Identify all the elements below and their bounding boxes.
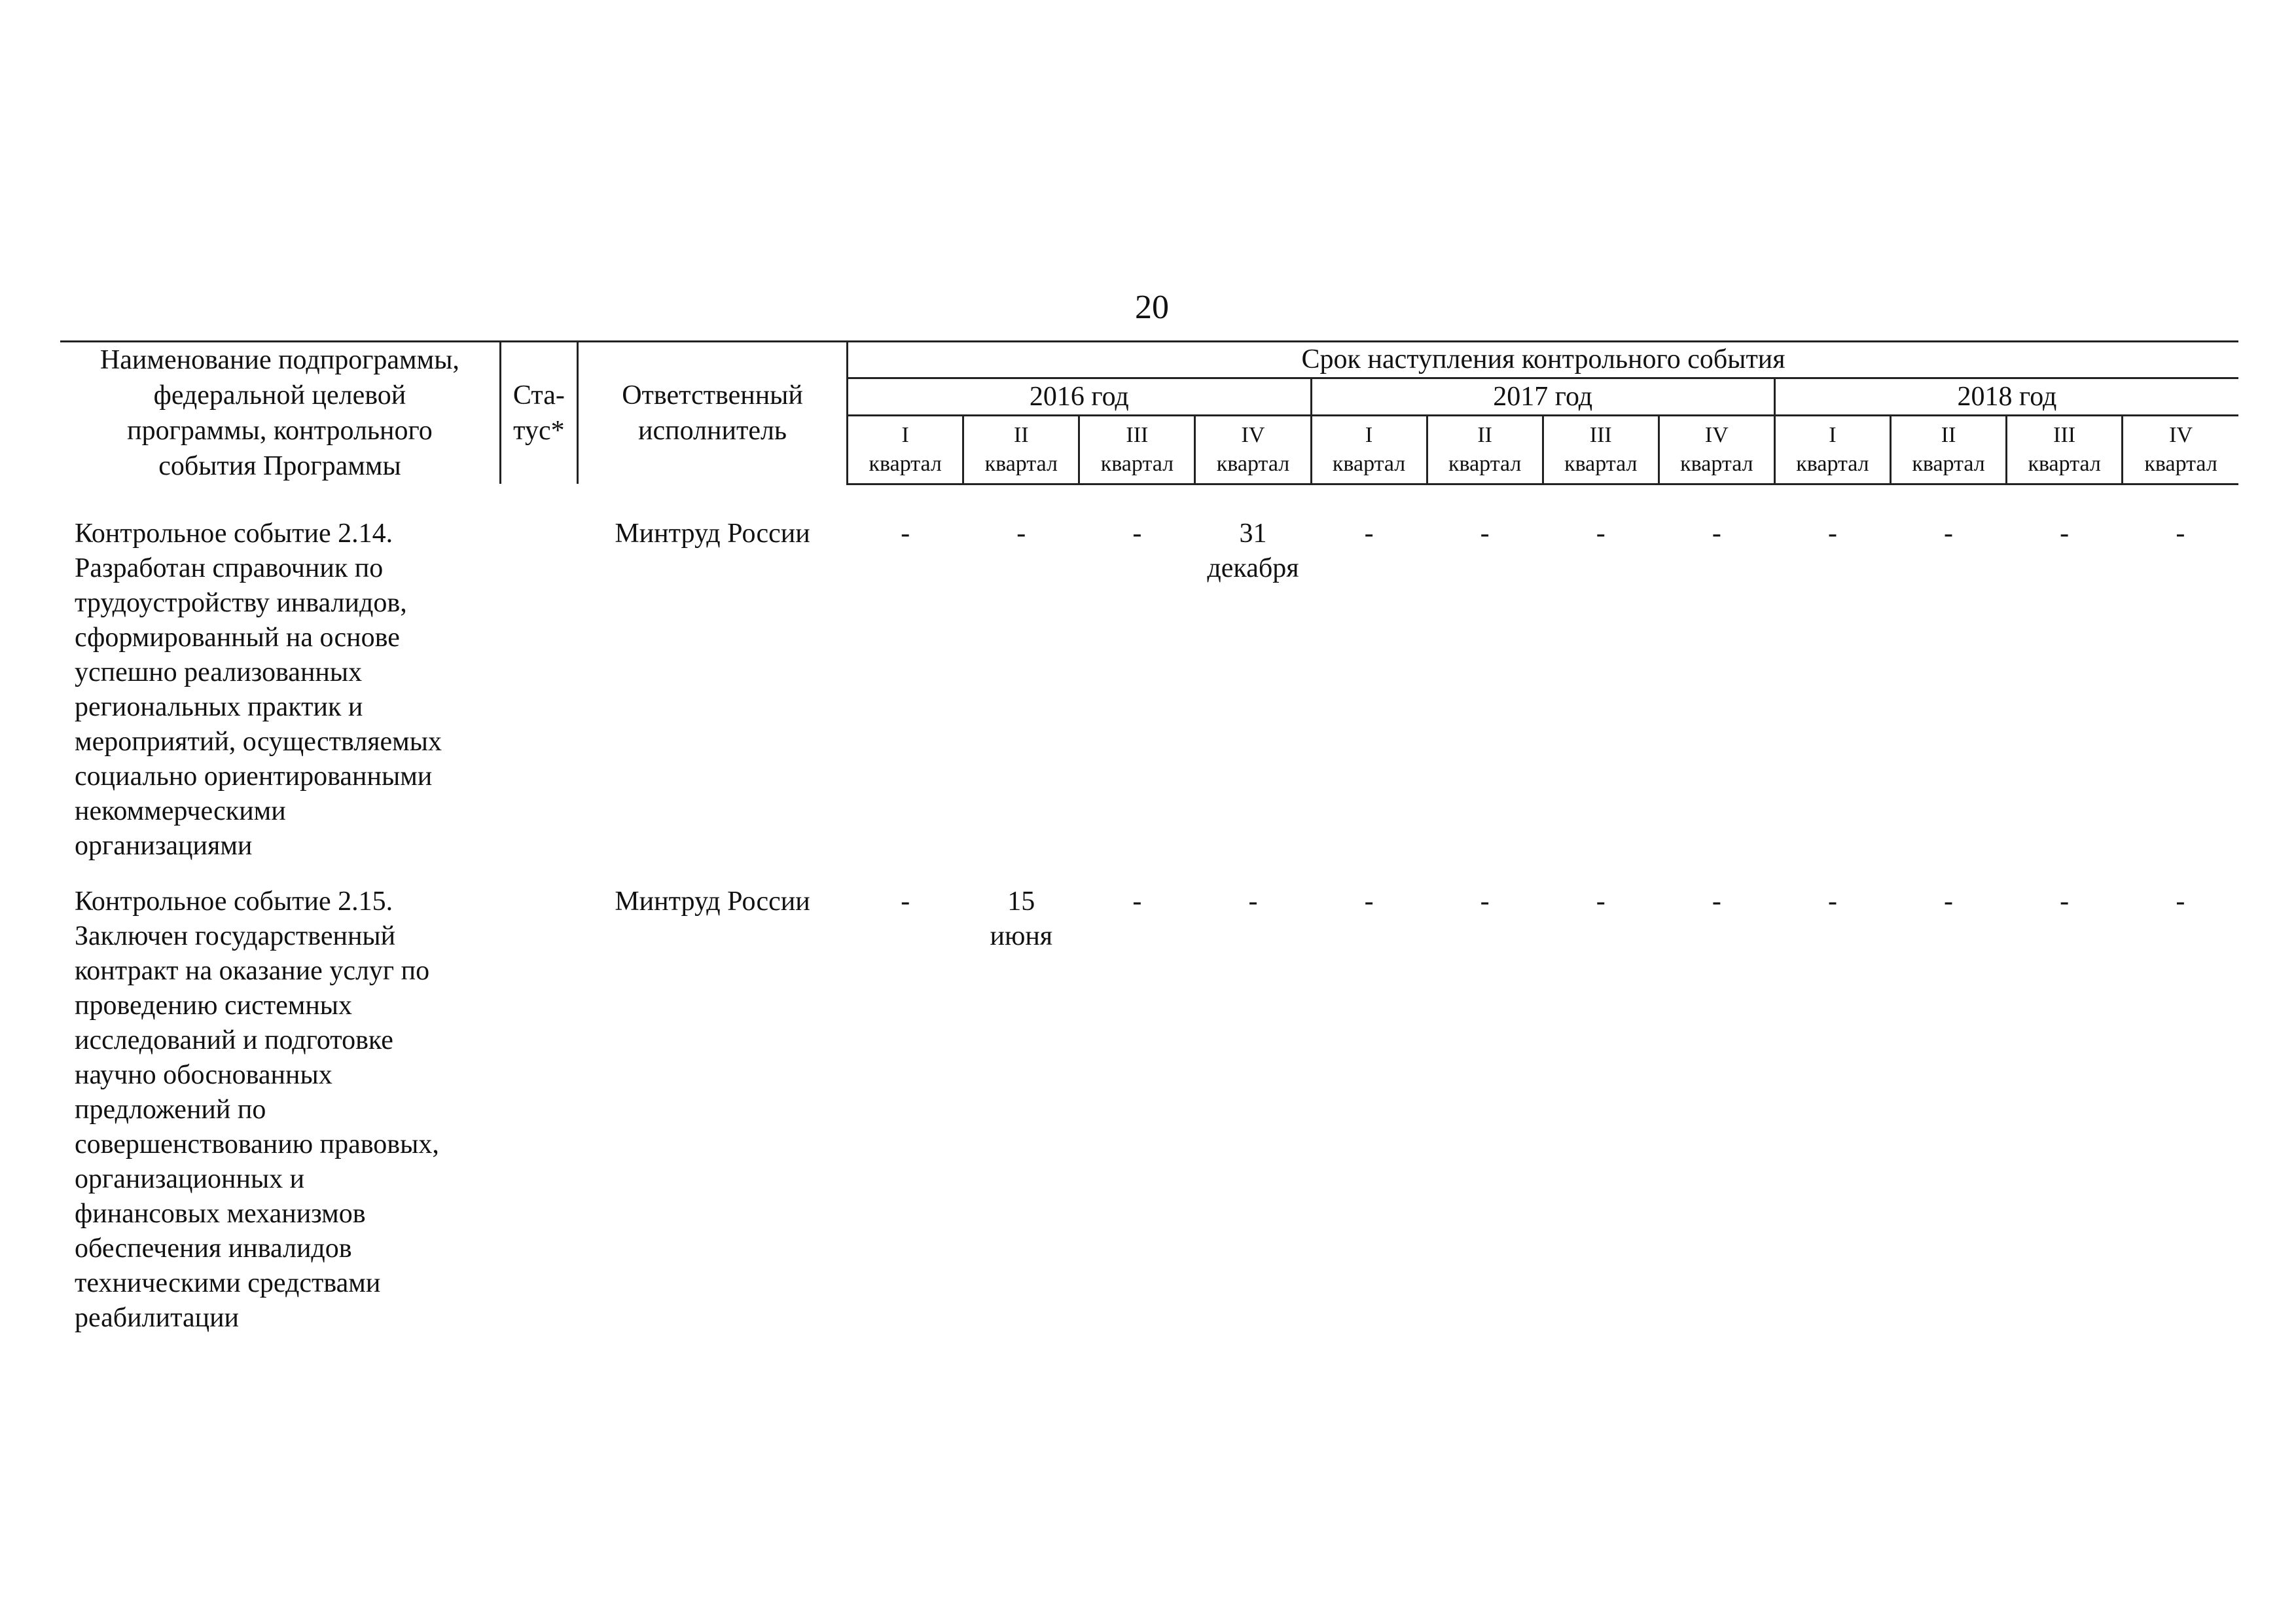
quarter-value-cell [1427, 517, 1543, 864]
quarter-numeral: IV [1241, 422, 1265, 447]
event-name-line: региональных практик и [75, 691, 363, 722]
quarter-value-cell [848, 884, 963, 1336]
quarter-value-line: - [2060, 518, 2070, 549]
status-cell [500, 517, 577, 864]
quarter-value-cell [2123, 517, 2238, 864]
header-quarter [1659, 416, 1774, 484]
header-quarter [1774, 416, 1890, 484]
header-quarter [1427, 416, 1543, 484]
header-quarter [963, 416, 1079, 484]
event-name-line: мероприятий, осуществляемых [75, 726, 442, 757]
quarter-value-cell [963, 517, 1079, 864]
table-body [60, 484, 2238, 1336]
quarter-value-cell [1774, 517, 1890, 864]
quarter-word: квартал [1564, 451, 1638, 476]
header-quarter [1079, 416, 1195, 484]
event-name-line: техническими средствами [75, 1267, 381, 1298]
header-year-2016: 2016 год [848, 378, 1311, 416]
header-name-line: события Программы [158, 451, 401, 481]
quarter-numeral: II [1477, 422, 1492, 447]
quarter-value-line: - [1480, 886, 1490, 917]
header-status-line: тус* [513, 416, 565, 446]
quarter-value-line: - [901, 886, 910, 917]
event-name-line: реабилитации [75, 1302, 240, 1333]
quarter-word: квартал [1796, 451, 1869, 476]
event-name-line: Заключен государственный [75, 921, 396, 951]
quarter-value-line: - [1712, 518, 1721, 549]
table-row [60, 517, 2238, 864]
event-name-line: Разработан справочник по [75, 553, 384, 583]
quarter-value-line: - [1944, 886, 1954, 917]
executor-cell: Минтруд России [615, 886, 810, 917]
quarter-value-cell [1659, 517, 1774, 864]
quarter-value-cell [2007, 884, 2123, 1336]
event-name-line: научно обоснованных [75, 1059, 332, 1090]
quarter-value-cell [1891, 884, 2007, 1336]
status-cell [500, 884, 577, 1336]
event-name-line: успешно реализованных [75, 657, 363, 687]
header-executor-column [577, 342, 847, 484]
quarter-value-cell [1543, 517, 1659, 864]
quarter-value-line: - [1132, 518, 1142, 549]
quarter-word: квартал [1680, 451, 1753, 476]
quarter-value-cell [963, 884, 1079, 1336]
quarter-value-cell [2007, 517, 2123, 864]
quarter-value-cell [1774, 884, 1890, 1336]
header-quarter [848, 416, 963, 484]
quarter-word: квартал [1912, 451, 1985, 476]
header-deadline-title: Срок наступления контрольного события [848, 342, 2238, 378]
quarter-value-cell [1311, 517, 1427, 864]
quarter-word: квартал [984, 451, 1058, 476]
quarter-value-line: - [1132, 886, 1142, 917]
quarter-value-cell [1891, 517, 2007, 864]
quarter-value-line: - [901, 518, 910, 549]
quarter-value-cell [1659, 884, 1774, 1336]
event-name-line: трудоустройству инвалидов, [75, 587, 407, 618]
header-quarter [1543, 416, 1659, 484]
quarter-numeral: III [2053, 422, 2076, 447]
quarter-word: квартал [1448, 451, 1522, 476]
event-name-line: финансовых механизмов [75, 1198, 366, 1229]
quarter-numeral: III [1126, 422, 1149, 447]
header-quarter [2007, 416, 2123, 484]
event-name-line: Контрольное событие 2.15. [75, 886, 393, 917]
page-number: 20 [1135, 289, 1169, 326]
quarter-numeral: I [901, 422, 909, 447]
quarter-numeral: III [1589, 422, 1612, 447]
header-name-line: программы, контрольного [127, 416, 433, 446]
quarter-value-cell [1195, 517, 1311, 864]
table-row [60, 884, 2238, 1336]
header-name-line: федеральной целевой [153, 380, 406, 410]
quarter-word: квартал [1216, 451, 1290, 476]
quarter-value-line: - [1596, 518, 1605, 549]
header-year-2017: 2017 год [1311, 378, 1774, 416]
quarter-value-cell [1079, 884, 1195, 1336]
quarter-value-line: - [2060, 886, 2070, 917]
event-name-line: предложений по [75, 1094, 266, 1125]
quarter-value-cell [2123, 884, 2238, 1336]
event-name-line: Контрольное событие 2.14. [75, 518, 393, 549]
quarter-value-line: - [1016, 518, 1026, 549]
event-name-cell [60, 517, 500, 864]
quarter-value-line: - [2176, 518, 2185, 549]
quarter-value-cell [1079, 517, 1195, 864]
event-name-line: проведению системных [75, 990, 353, 1021]
quarter-value-line: 15 [1007, 886, 1035, 917]
event-name-line: организационных и [75, 1163, 305, 1194]
quarter-word: квартал [869, 451, 942, 476]
event-name-cell [60, 884, 500, 1336]
event-name-line: контракт на оказание услуг по [75, 955, 430, 986]
quarter-value-line: - [1712, 886, 1721, 917]
quarter-word: квартал [1100, 451, 1174, 476]
header-year-2018: 2018 год [1774, 378, 2238, 416]
quarter-value-line: - [1944, 518, 1954, 549]
event-name-line: социально ориентированными [75, 761, 433, 792]
control-events-table [60, 340, 2238, 1336]
quarter-value-cell [1195, 884, 1311, 1336]
quarter-word: квартал [1332, 451, 1406, 476]
quarter-value-line: - [2176, 886, 2185, 917]
quarter-value-line: - [1827, 518, 1837, 549]
header-quarter [1891, 416, 2007, 484]
header-quarter [1195, 416, 1311, 484]
quarter-value-line: - [1480, 518, 1490, 549]
quarter-value-line: - [1364, 518, 1374, 549]
event-name-line: некоммерческими [75, 795, 286, 826]
quarter-numeral: IV [1704, 422, 1729, 447]
quarter-value-cell [848, 517, 963, 864]
executor-cell: Минтруд России [615, 518, 810, 549]
event-name-line: совершенствованию правовых, [75, 1129, 439, 1159]
header-status-line: Ста- [512, 380, 565, 410]
quarter-value-cell [1311, 884, 1427, 1336]
header-quarter [1311, 416, 1427, 484]
quarter-value-line: декабря [1207, 553, 1299, 583]
quarter-value-line: 31 [1239, 518, 1267, 549]
event-name-line: обеспечения инвалидов [75, 1233, 352, 1264]
quarter-value-line: - [1596, 886, 1605, 917]
event-name-line: организациями [75, 830, 253, 861]
header-executor-line: Ответственный [622, 380, 803, 410]
quarter-word: квартал [2028, 451, 2101, 476]
quarter-numeral: I [1829, 422, 1837, 447]
quarter-value-line: июня [990, 921, 1053, 951]
quarter-value-line: - [1827, 886, 1837, 917]
quarter-value-line: - [1364, 886, 1374, 917]
event-name-line: сформированный на основе [75, 622, 400, 653]
quarter-value-line: - [1248, 886, 1258, 917]
row-spacer [60, 864, 2238, 884]
quarter-numeral: IV [2169, 422, 2193, 447]
control-events-table-wrap [60, 340, 2238, 1336]
quarter-numeral: I [1365, 422, 1373, 447]
quarter-numeral: II [1013, 422, 1029, 447]
event-name-line: исследований и подготовке [75, 1025, 393, 1055]
quarter-word: квартал [2144, 451, 2217, 476]
header-status-column [500, 342, 577, 484]
header-name-column [60, 342, 500, 484]
header-quarter [2123, 416, 2238, 484]
header-name-line: Наименование подпрограммы, [99, 345, 459, 375]
quarter-numeral: II [1941, 422, 1956, 447]
quarter-value-cell [1543, 884, 1659, 1336]
quarter-value-cell [1427, 884, 1543, 1336]
header-executor-line: исполнитель [638, 416, 787, 446]
